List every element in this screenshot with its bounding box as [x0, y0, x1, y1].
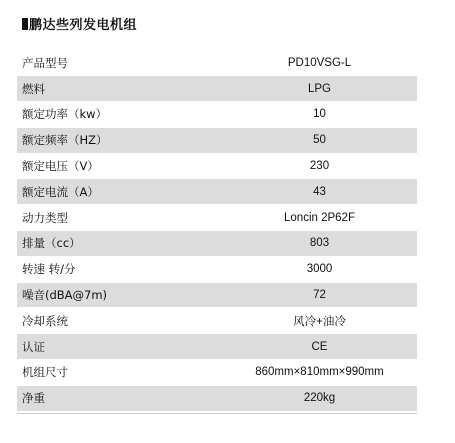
- spec-label: 净重: [17, 385, 222, 411]
- table-row: [17, 385, 417, 411]
- spec-value: 803: [222, 231, 417, 257]
- page-title: [22, 14, 137, 33]
- spec-value: PD10VSG-L: [222, 50, 417, 76]
- table-row: [17, 282, 417, 308]
- spec-value: 230: [222, 153, 417, 179]
- table-row: [17, 231, 417, 257]
- spec-value: Loncin 2P62F: [222, 205, 417, 231]
- page-title-text: 鹏达些列发电机组: [29, 18, 138, 33]
- spec-label: 额定电流（A）: [17, 179, 222, 205]
- table-row: [17, 308, 417, 334]
- spec-value: 50: [222, 127, 417, 153]
- spec-value: 风冷+油冷: [222, 308, 417, 334]
- table-row: [17, 205, 417, 231]
- table-bottom-divider: [17, 413, 417, 414]
- spec-label: 机组尺寸: [17, 360, 222, 386]
- spec-value: CE: [222, 334, 417, 360]
- table-row: [17, 360, 417, 386]
- spec-label: 排量（cc）: [17, 231, 222, 257]
- spec-label: 冷却系统: [17, 308, 222, 334]
- spec-label: 产品型号: [17, 50, 222, 76]
- spec-value: 10: [222, 102, 417, 128]
- table-row: [17, 102, 417, 128]
- spec-label: 认证: [17, 334, 222, 360]
- spec-value: 220kg: [222, 385, 417, 411]
- spec-table: [17, 50, 417, 412]
- spec-value: LPG: [222, 76, 417, 102]
- spec-label: 动力类型: [17, 205, 222, 231]
- spec-value: 72: [222, 282, 417, 308]
- spec-label: 额定频率（HZ）: [17, 127, 222, 153]
- spec-label: 转速 转/分: [17, 256, 222, 282]
- table-row: [17, 50, 417, 76]
- spec-label: 额定功率（kw）: [17, 102, 222, 128]
- table-row: [17, 256, 417, 282]
- title-bullet-mark: [22, 18, 28, 30]
- table-row: [17, 127, 417, 153]
- spec-value: 3000: [222, 256, 417, 282]
- spec-label: 额定电压（V）: [17, 153, 222, 179]
- table-row: [17, 76, 417, 102]
- spec-label: 噪音(dBA@7m): [17, 282, 222, 308]
- table-row: [17, 179, 417, 205]
- spec-value: 860mm×810mm×990mm: [222, 360, 417, 386]
- spec-value: 43: [222, 179, 417, 205]
- table-row: [17, 334, 417, 360]
- table-row: [17, 153, 417, 179]
- spec-label: 燃料: [17, 76, 222, 102]
